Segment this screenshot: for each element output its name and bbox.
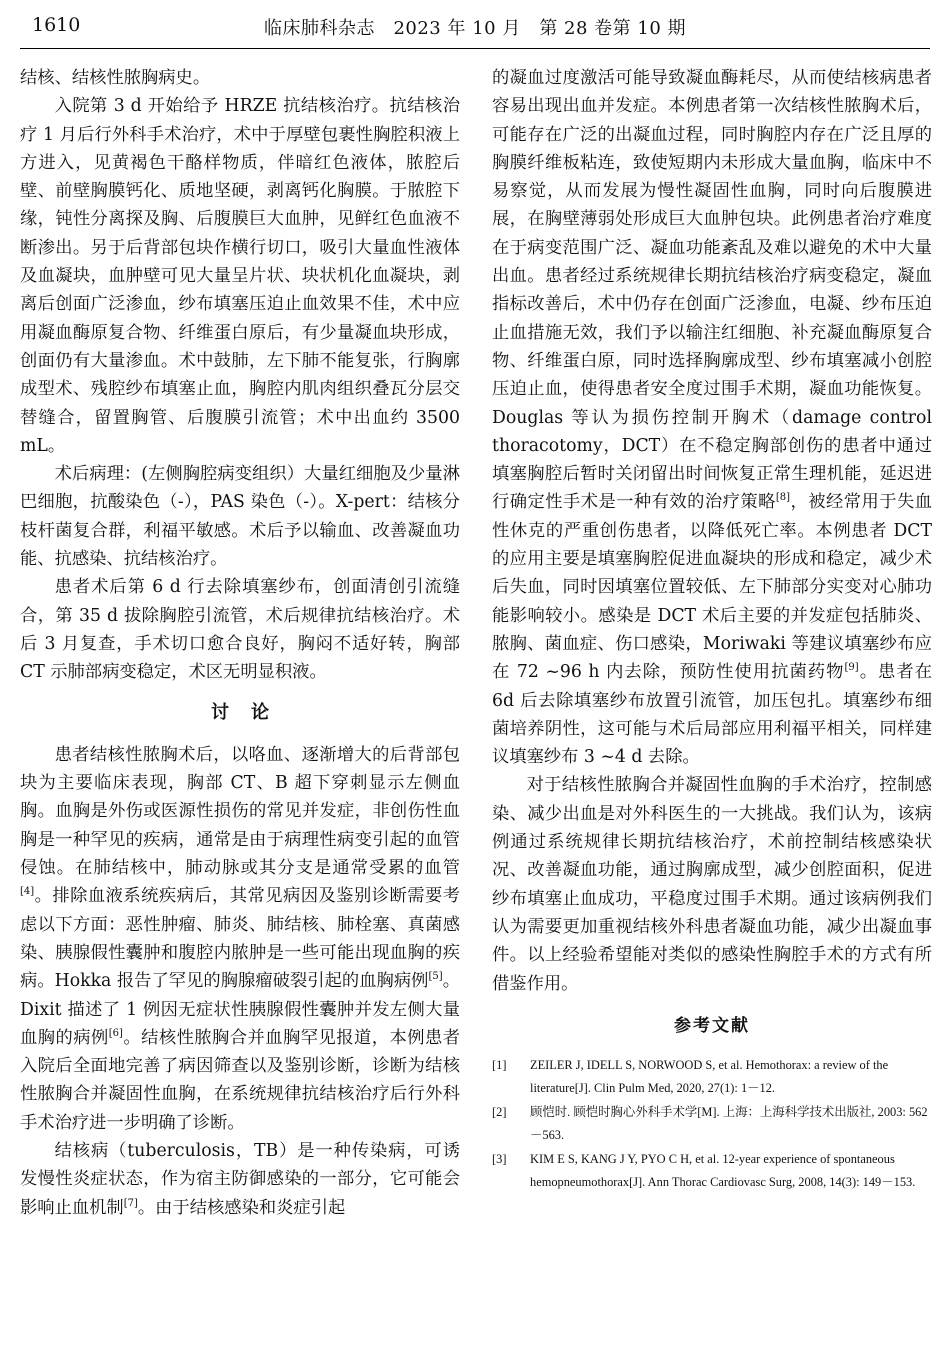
reference-number: [1] [492, 1058, 507, 1073]
right-column [492, 64, 932, 1195]
left-column [20, 64, 460, 1222]
citation[interactable]: [9] [844, 662, 859, 674]
reference-text: 顾恺时. 顾恺时胸心外科手术学[M]. 上海：上海科学技术出版社, 2003: 562－563. [530, 1105, 928, 1142]
paragraph: 结核、结核性脓胸病史。 [20, 68, 211, 88]
citation[interactable]: [5] [428, 971, 443, 983]
reference-text: ZEILER J, IDELL S, NORWOOD S, et al. Hemothorax: a review of the literature[J]. Clin Pulm Med, 2020, 27(1): 1－12. [530, 1058, 889, 1095]
citation[interactable]: [4] [20, 886, 35, 898]
paragraph: 结核病（tuberculosis，TB）是一种传染病，可诱发慢性炎症状态，作为宿主防御感染的一部分，它可能会影响止血机制[7]。由于结核感染和炎症引起 [20, 1140, 460, 1218]
journal-title: 临床肺科杂志 2023 年 10 月 第 28 卷第 10 期 [263, 18, 687, 39]
reference-text: KIM E S, KANG J Y, PYO C H, et al. 12-year experience of spontaneous hemopneumothorax[J]. Ann Thorac Cardiovasc Surg, 2008, 14(3): 149－153. [530, 1152, 916, 1189]
reference-item [492, 1101, 932, 1146]
citation[interactable]: [8] [775, 492, 791, 504]
paragraph: 的凝血过度激活可能导致凝血酶耗尽，从而使结核病患者容易出现出血并发症。本例患者第一次结核性脓胸术后，可能存在广泛的出凝血过程，同时胸腔内存在广泛且厚的胸膜纤维板粘连，致使短期内未形成大量血胸，临床中不易察觉，从而发展为慢性凝固性血胸，同时向后腹膜进展，在胸壁薄弱处形成巨大血肿包块。此例患者治疗难度在于病变范围广泛、凝血功能紊乱及难以避免的术中大量出血。患者经过系统规律长期抗结核治疗病变稳定，凝血指标改善后，术中仍存在创面广泛渗血，电凝、纱布压迫止血措施无效，我们予以输注红细胞、补充凝血酶原复合物、纤维蛋白原，同时选择胸廓成型、纱布填塞减小创腔压迫止血，使得患者安全度过围手术期，凝血功能恢复。Douglas 等认为损伤控制开胸术（damage control thoracotomy，DCT）在不稳定胸部创伤的患者中通过填塞胸腔后暂时关闭留出时间恢复正常生理机能，延迟进行确定性手术是一种有效的治疗策略[8]，被经常用于失血性休克的严重创伤患者，以降低死亡率。本例患者 DCT 的应用主要是填塞胸腔促进血凝块的形成和稳定，减少术后失血，同时因填塞位置较低、左下肺部分实变对心肺功能影响较小。感染是 DCT 术后主要的并发症包括肺炎、脓胸、菌血症、伤口感染，Moriwaki 等建议填塞纱布应在 72 ~96 h 内去除，预防性使用抗菌药物[9]。患者在 6d 后去除填塞纱布放置引流管，加压包扎。填塞纱布细菌培养阴性，这可能与术后局部应用利福平相关，同样建议填塞纱布 3 ~4 d 去除。 [492, 68, 932, 768]
paragraph: 患者结核性脓胸术后，以咯血、逐渐增大的后背部包块为主要临床表现，胸部 CT、B 超下穿刺显示左侧血胸。血胸是外伤或医源性损伤的常见并发症，非创伤性血胸是一种罕见的疾病，通常是由于病理性病变引起的血管侵蚀。在肺结核中，肺动脉或其分支是通常受累的血管[4]。排除血液系统疾病后，其常见病因及鉴别诊断需要考虑以下方面：恶性肿瘤、肺炎、肺结核、肺栓塞、真菌感染、胰腺假性囊肿和腹腔内脓肿是一些可能出现血胸的疾病。Hokka 报告了罕见的胸腺瘤破裂引起的血胸病例[5]。Dixit 描述了 1 例因无症状性胰腺假性囊肿并发左侧大量血胸的病例[6]。结核性脓胸合并血胸罕见报道，本例患者入院后全面地完善了病因筛查以及鉴别诊断，诊断为结核性脓胸合并凝固性血胸，在系统规律抗结核治疗后行外科手术治疗进一步明确了诊断。 [20, 744, 460, 1133]
citation[interactable]: [6] [108, 1028, 123, 1040]
paragraph: 对于结核性脓胸合并凝固性血胸的手术治疗，控制感染、减少出血是对外科医生的一大挑战。我们认为，该病例通过系统规律长期抗结核治疗，术前控制结核感染状况、改善凝血功能，通过胸廓成型，减少创腔面积，促进纱布填塞止血成功，平稳度过围手术期。通过该病例我们认为需要更加重视结核外科患者凝血功能，减少出凝血事件。以上经验希望能对类似的感染性胸腔手术的方式有所借鉴作用。 [492, 775, 932, 994]
references-title: 参考文献 [674, 1015, 750, 1036]
reference-number: [3] [492, 1152, 507, 1167]
page-number: 1610 [32, 14, 81, 36]
reference-list [492, 1054, 932, 1193]
reference-item [492, 1054, 932, 1099]
reference-item [492, 1148, 932, 1193]
page-header [20, 0, 930, 49]
paragraph: 患者术后第 6 d 行去除填塞纱布，创面清创引流缝合，第 35 d 拔除胸腔引流管，术后规律抗结核治疗。术后 3 月复查，手术切口愈合良好，胸闷不适好转，胸部 CT 示肺部病变稳定，术区无明显积液。 [20, 577, 460, 683]
reference-number: [2] [492, 1105, 507, 1120]
citation[interactable]: [7] [123, 1197, 138, 1209]
section-title-discussion: 讨论 [211, 701, 291, 723]
paragraph: 入院第 3 d 开始给予 HRZE 抗结核治疗。抗结核治疗 1 月后行外科手术治疗，术中于厚壁包裹性胸腔积液上方进入，见黄褐色干酪样物质，伴暗红色液体，脓腔后壁、前壁胸膜钙化、质地坚硬，剥离钙化胸膜。于脓腔下缘，钝性分离探及胸、后腹膜巨大血肿，见鲜红色血液不断渗出。另于后背部包块作横行切口，吸引大量血性液体及血凝块，血肿壁可见大量呈片状、块状机化血凝块，剥离后创面广泛渗血，纱布填塞压迫止血效果不佳，术中应用凝血酶原复合物、纤维蛋白原后，有少量凝血块形成，创面仍有大量渗血。术中鼓肺，左下肺不能复张，行胸廓成型术、残腔纱布填塞止血，胸腔内肌肉组织叠瓦分层交替缝合，留置胸管、后腹膜引流管；术中出血约 3500 mL。 [20, 96, 460, 456]
paragraph: 术后病理：(左侧胸腔病变组织）大量红细胞及少量淋巴细胞，抗酸染色（-），PAS 染色（-）。X-pert：结核分枝杆菌复合群，利福平敏感。术后予以输血、改善凝血功能、抗感染、抗结核治疗。 [20, 464, 460, 570]
